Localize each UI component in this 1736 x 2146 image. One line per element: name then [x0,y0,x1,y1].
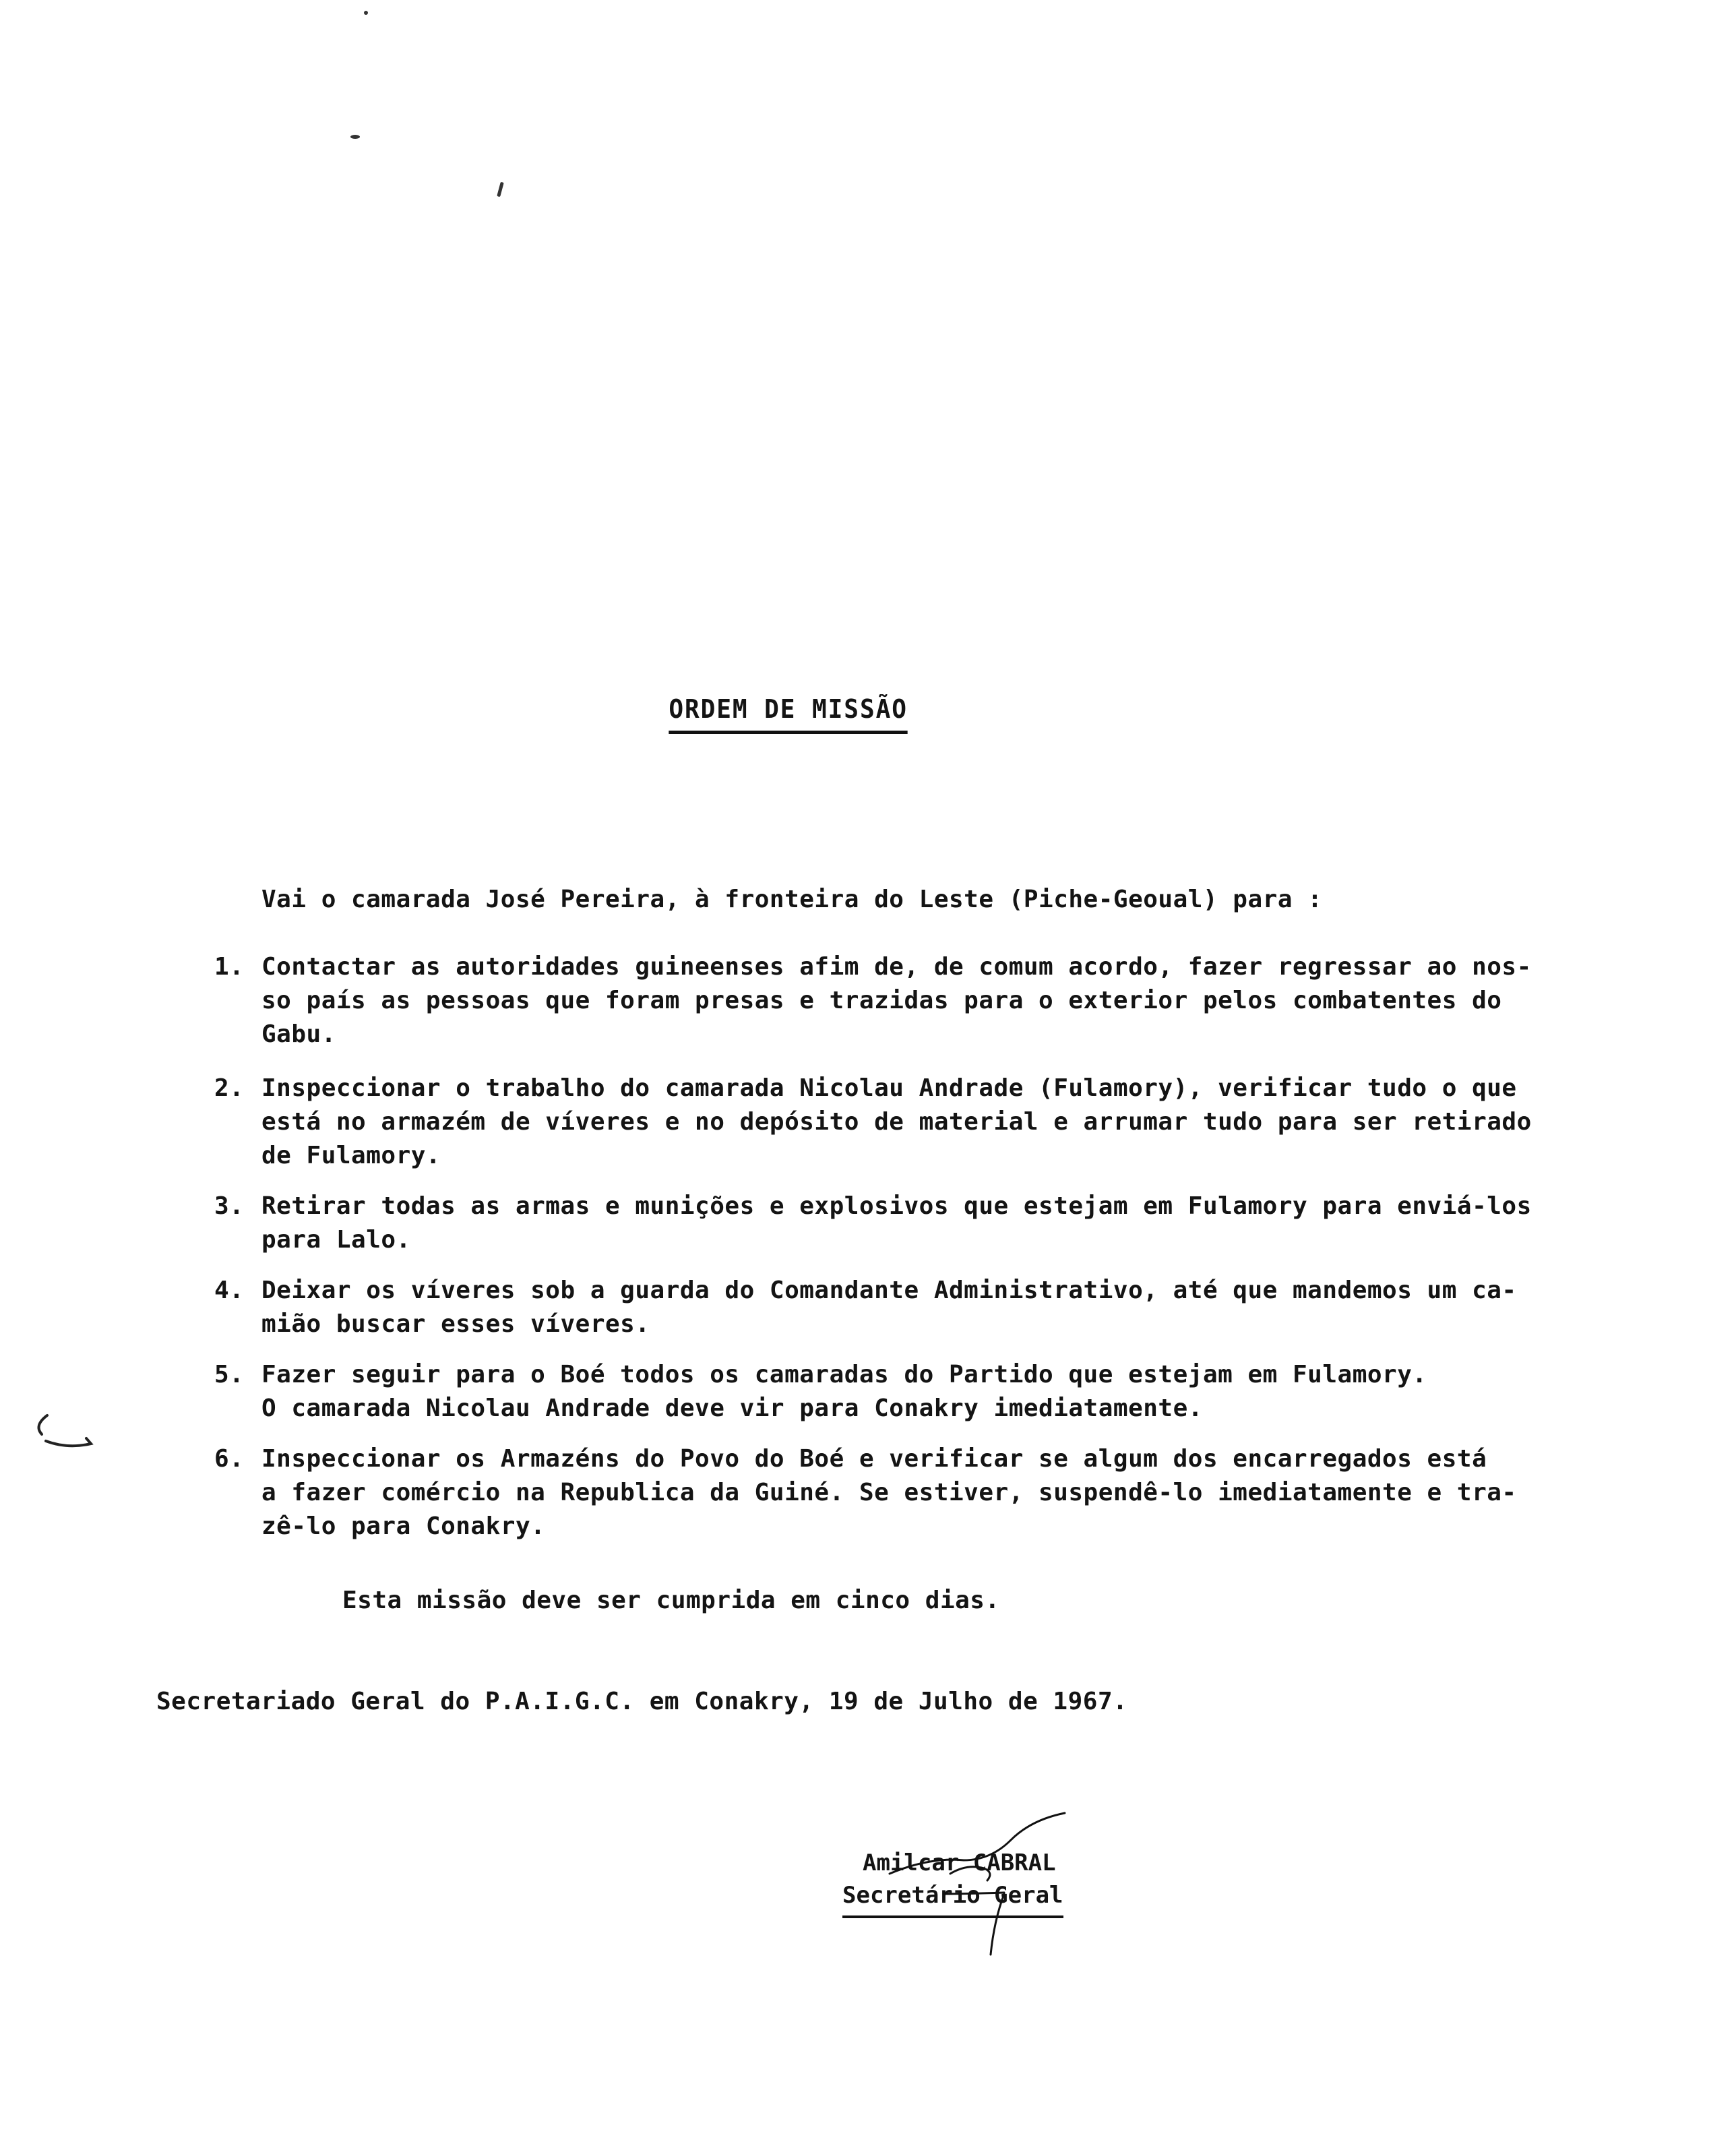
list-item-line: Fazer seguir para o Boé todos os camaradas do Partido que estejam em Fulamory. [261,1361,1427,1388]
place-and-date: Secretariado Geral do P.A.I.G.C. em Conakry, 19 de Julho de 1967. [156,1688,1128,1715]
scan-speck [497,182,504,197]
list-item-number: 6. [214,1445,245,1473]
list-item-line: mião buscar esses víveres. [261,1310,650,1338]
list-item-number: 1. [214,953,245,981]
list-item-line: zê-lo para Conakry. [261,1512,546,1540]
list-item-line: Contactar as autoridades guineenses afim de, de comum acordo, fazer regressar ao nos- [261,953,1532,981]
document-title: ORDEM DE MISSÃO [669,694,908,734]
list-item-line: Retirar todas as armas e munições e explosivos que estejam em Fulamory para enviá-los [261,1192,1532,1220]
list-item-line: Gabu. [261,1020,336,1048]
title-block [633,694,943,734]
signatory-name: Amilcar CABRAL [863,1849,1056,1876]
list-item-line: so país as pessoas que foram presas e trazidas para o exterior pelos combatentes do [261,987,1502,1014]
list-item-line: está no armazém de víveres e no depósito de material e arrumar tudo para ser retirado [261,1108,1532,1136]
list-item-line: a fazer comércio na Republica da Guiné. Se estiver, suspendê-lo imediatamente e tra- [261,1479,1517,1506]
list-item-line: Inspeccionar o trabalho do camarada Nicolau Andrade (Fulamory), verificar tudo o que [261,1074,1517,1102]
list-item-number: 5. [214,1361,245,1388]
list-item-line: O camarada Nicolau Andrade deve vir para Conakry imediatamente. [261,1394,1203,1422]
list-item-number: 3. [214,1192,245,1220]
signatory-role: Secretário Geral [842,1879,1063,1918]
list-item-line: de Fulamory. [261,1142,441,1169]
scan-speck [364,11,368,15]
list-item-number: 2. [214,1074,245,1102]
scan-speck [350,135,360,139]
closing-sentence: Esta missão deve ser cumprida em cinco dias. [342,1587,1000,1614]
list-item-line: Deixar os víveres sob a guarda do Comandante Administrativo, até que mandemos um ca- [261,1277,1517,1304]
list-item-number: 4. [214,1277,245,1304]
list-item-line: Inspeccionar os Armazéns do Povo do Boé e verificar se algum dos encarregados está [261,1445,1487,1473]
margin-mark-icon [27,1402,101,1463]
intro-paragraph: Vai o camarada José Pereira, à fronteira do Leste (Piche-Geoual) para : [261,886,1323,913]
handwritten-signature [849,1793,1105,1968]
list-item-line: para Lalo. [261,1226,411,1254]
